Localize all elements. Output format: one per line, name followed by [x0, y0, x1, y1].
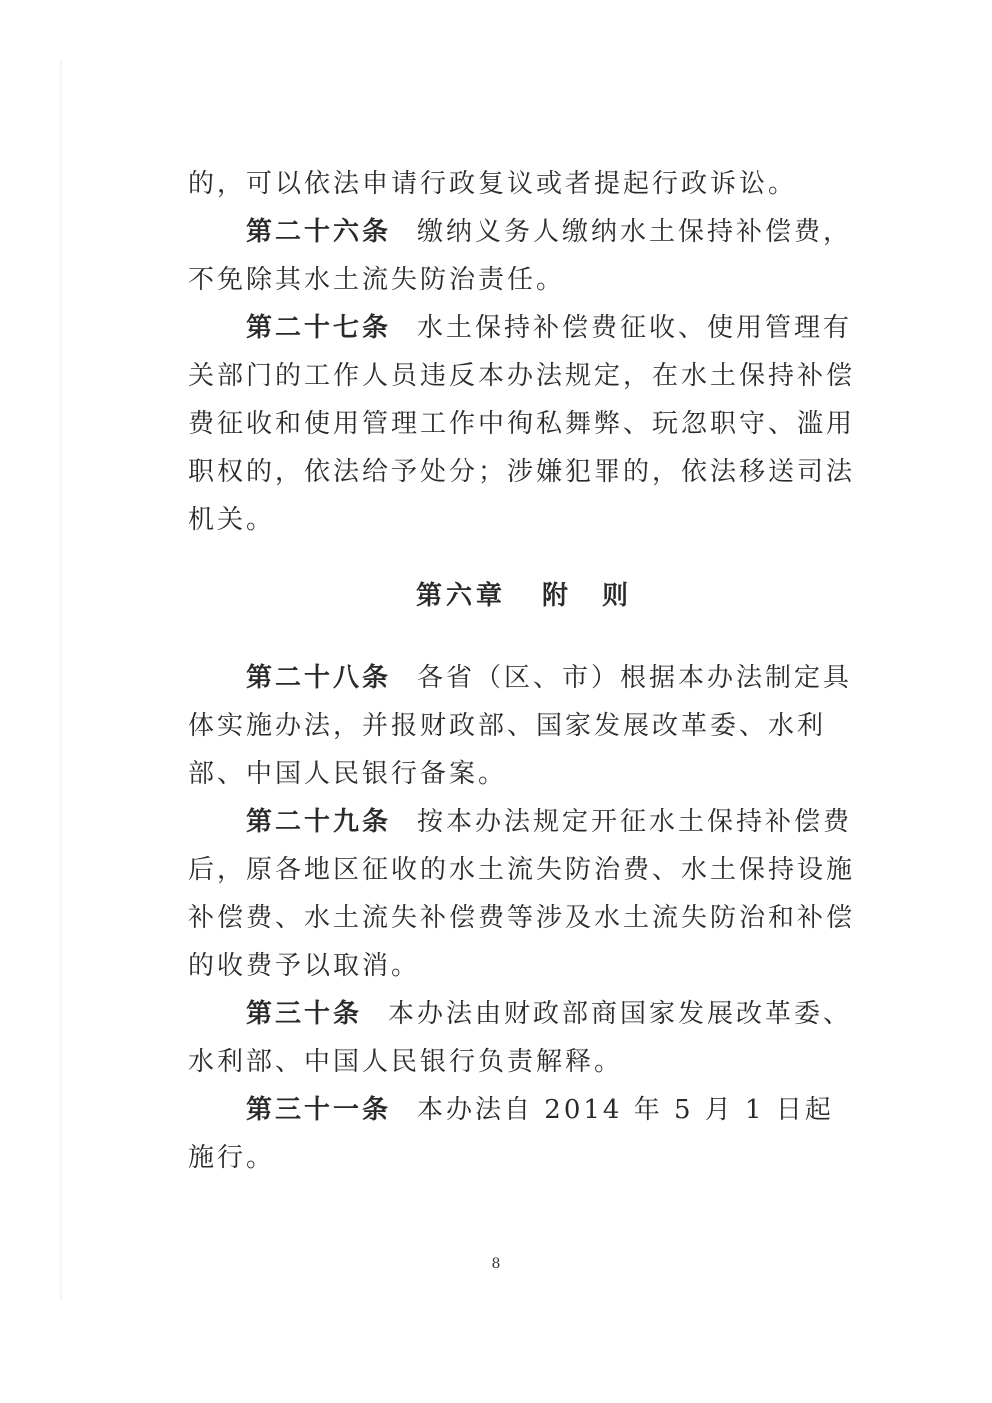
chapter-heading [188, 572, 860, 620]
article-31 [188, 1086, 860, 1182]
article-27 [188, 304, 860, 544]
article-number: 第三十一条 [246, 1095, 392, 1125]
article-number: 第三十条 [246, 999, 363, 1029]
page-number: 8 [491, 1256, 501, 1272]
article-number: 第二十七条 [246, 313, 392, 343]
article-number: 第二十六条 [246, 217, 392, 247]
chapter-name: 附 则 [542, 581, 633, 611]
article-text: 本办法由财政部商国家发展改革委、水利部、中国人民银行负责解释。 [188, 999, 853, 1077]
article-30 [188, 990, 860, 1086]
chapter-number: 第六章 [415, 581, 506, 611]
article-number: 第二十九条 [246, 807, 392, 837]
article-number: 第二十八条 [246, 663, 392, 693]
scan-page-edge [60, 60, 63, 1300]
paragraph-continuation [188, 160, 860, 208]
article-26 [188, 208, 860, 304]
article-text: 各省（区、市）根据本办法制定具体实施办法，并报财政部、国家发展改革委、水利部、中国人民银行备案。 [188, 663, 853, 789]
article-29 [188, 798, 860, 990]
document-body [188, 160, 860, 1182]
article-text: 水土保持补偿费征收、使用管理有关部门的工作人员违反本办法规定，在水土保持补偿费征收和使用管理工作中徇私舞弊、玩忽职守、滥用职权的，依法给予处分；涉嫌犯罪的，依法移送司法机关。 [188, 313, 856, 535]
article-text: 本办法自 2014 年 5 月 1 日起施行。 [188, 1095, 834, 1173]
article-text: 缴纳义务人缴纳水土保持补偿费，不免除其水土流失防治责任。 [188, 217, 853, 295]
article-28 [188, 654, 860, 798]
article-text: 按本办法规定开征水土保持补偿费后，原各地区征收的水土流失防治费、水土保持设施补偿费、水土流失补偿费等涉及水土流失防治和补偿的收费予以取消。 [188, 807, 856, 981]
paragraph-text: 的，可以依法申请行政复议或者提起行政诉讼。 [188, 169, 798, 199]
